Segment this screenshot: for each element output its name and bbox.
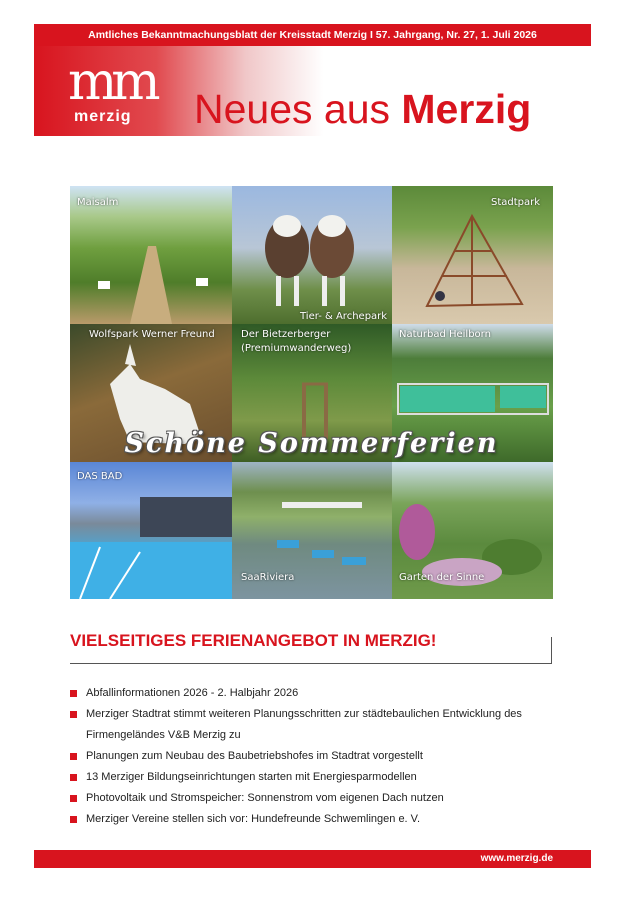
list-item bbox=[70, 788, 560, 809]
bullet-icon bbox=[70, 795, 77, 802]
bullet-icon bbox=[70, 711, 77, 718]
headline-rule bbox=[70, 663, 552, 664]
issue-info-bar: Amtliches Bekanntmachungsblatt der Kreisstadt Merzig I 57. Jahrgang, Nr. 27, 1. Juli 2026 bbox=[34, 24, 591, 46]
main-headline: VIELSEITIGES FERIENANGEBOT IN MERZIG! bbox=[70, 631, 437, 650]
label-garten: Garten der Sinne bbox=[399, 572, 485, 583]
list-item-text: Abfallinformationen 2026 - 2. Halbjahr 2026 bbox=[86, 687, 299, 699]
footer-bar bbox=[34, 850, 591, 868]
bullet-icon bbox=[70, 690, 77, 697]
label-saariviera: SaaRiviera bbox=[241, 572, 295, 583]
list-item bbox=[70, 704, 560, 746]
label-tierpark: Tier- & Archepark bbox=[300, 311, 388, 322]
logo-text: merzig bbox=[74, 108, 132, 125]
list-item bbox=[70, 767, 560, 788]
headline-rule-vertical bbox=[551, 637, 552, 664]
title-bold: Merzig bbox=[401, 86, 532, 132]
website-link[interactable]: www.merzig.de bbox=[480, 853, 553, 864]
title-regular: Neues aus bbox=[194, 86, 402, 132]
list-item-text: 13 Merziger Bildungseinrichtungen starten mit Energiesparmodellen bbox=[86, 771, 417, 783]
list-item bbox=[70, 746, 560, 767]
bullet-icon bbox=[70, 753, 77, 760]
contents-list bbox=[70, 683, 560, 830]
label-wolfspark: Wolfspark Werner Freund bbox=[89, 329, 215, 340]
label-stadtpark: Stadtpark bbox=[491, 197, 541, 208]
label-bietzerberger-sub: (Premiumwanderweg) bbox=[241, 343, 352, 354]
list-item-text: Photovoltaik und Stromspeicher: Sonnenstrom vom eigenen Dach nutzen bbox=[86, 792, 444, 804]
logo-mark: mm bbox=[68, 52, 155, 112]
list-item bbox=[70, 809, 560, 830]
photo-collage bbox=[70, 186, 553, 599]
bullet-icon bbox=[70, 816, 77, 823]
photo-tierpark bbox=[232, 186, 392, 324]
list-item bbox=[70, 683, 560, 704]
list-item-text: Merziger Stadtrat stimmt weiteren Planungsschritten zur städtebaulichen Entwicklung des Firmengeländes V&B Merzig zu bbox=[86, 708, 522, 741]
label-das-bad: DAS BAD bbox=[77, 471, 123, 482]
merzig-logo bbox=[68, 52, 155, 132]
newsletter-title bbox=[194, 86, 531, 133]
summer-banner: Schöne Sommerferien bbox=[124, 428, 499, 459]
label-naturbad: Naturbad Heilborn bbox=[399, 329, 491, 340]
label-bietzerberger: Der Bietzerberger bbox=[241, 329, 331, 340]
bullet-icon bbox=[70, 774, 77, 781]
list-item-text: Merziger Vereine stellen sich vor: Hundefreunde Schwemlingen e. V. bbox=[86, 813, 421, 825]
list-item-text: Planungen zum Neubau des Baubetriebshofes im Stadtrat vorgestellt bbox=[86, 750, 423, 762]
label-maisalm: Maisalm bbox=[77, 197, 119, 208]
